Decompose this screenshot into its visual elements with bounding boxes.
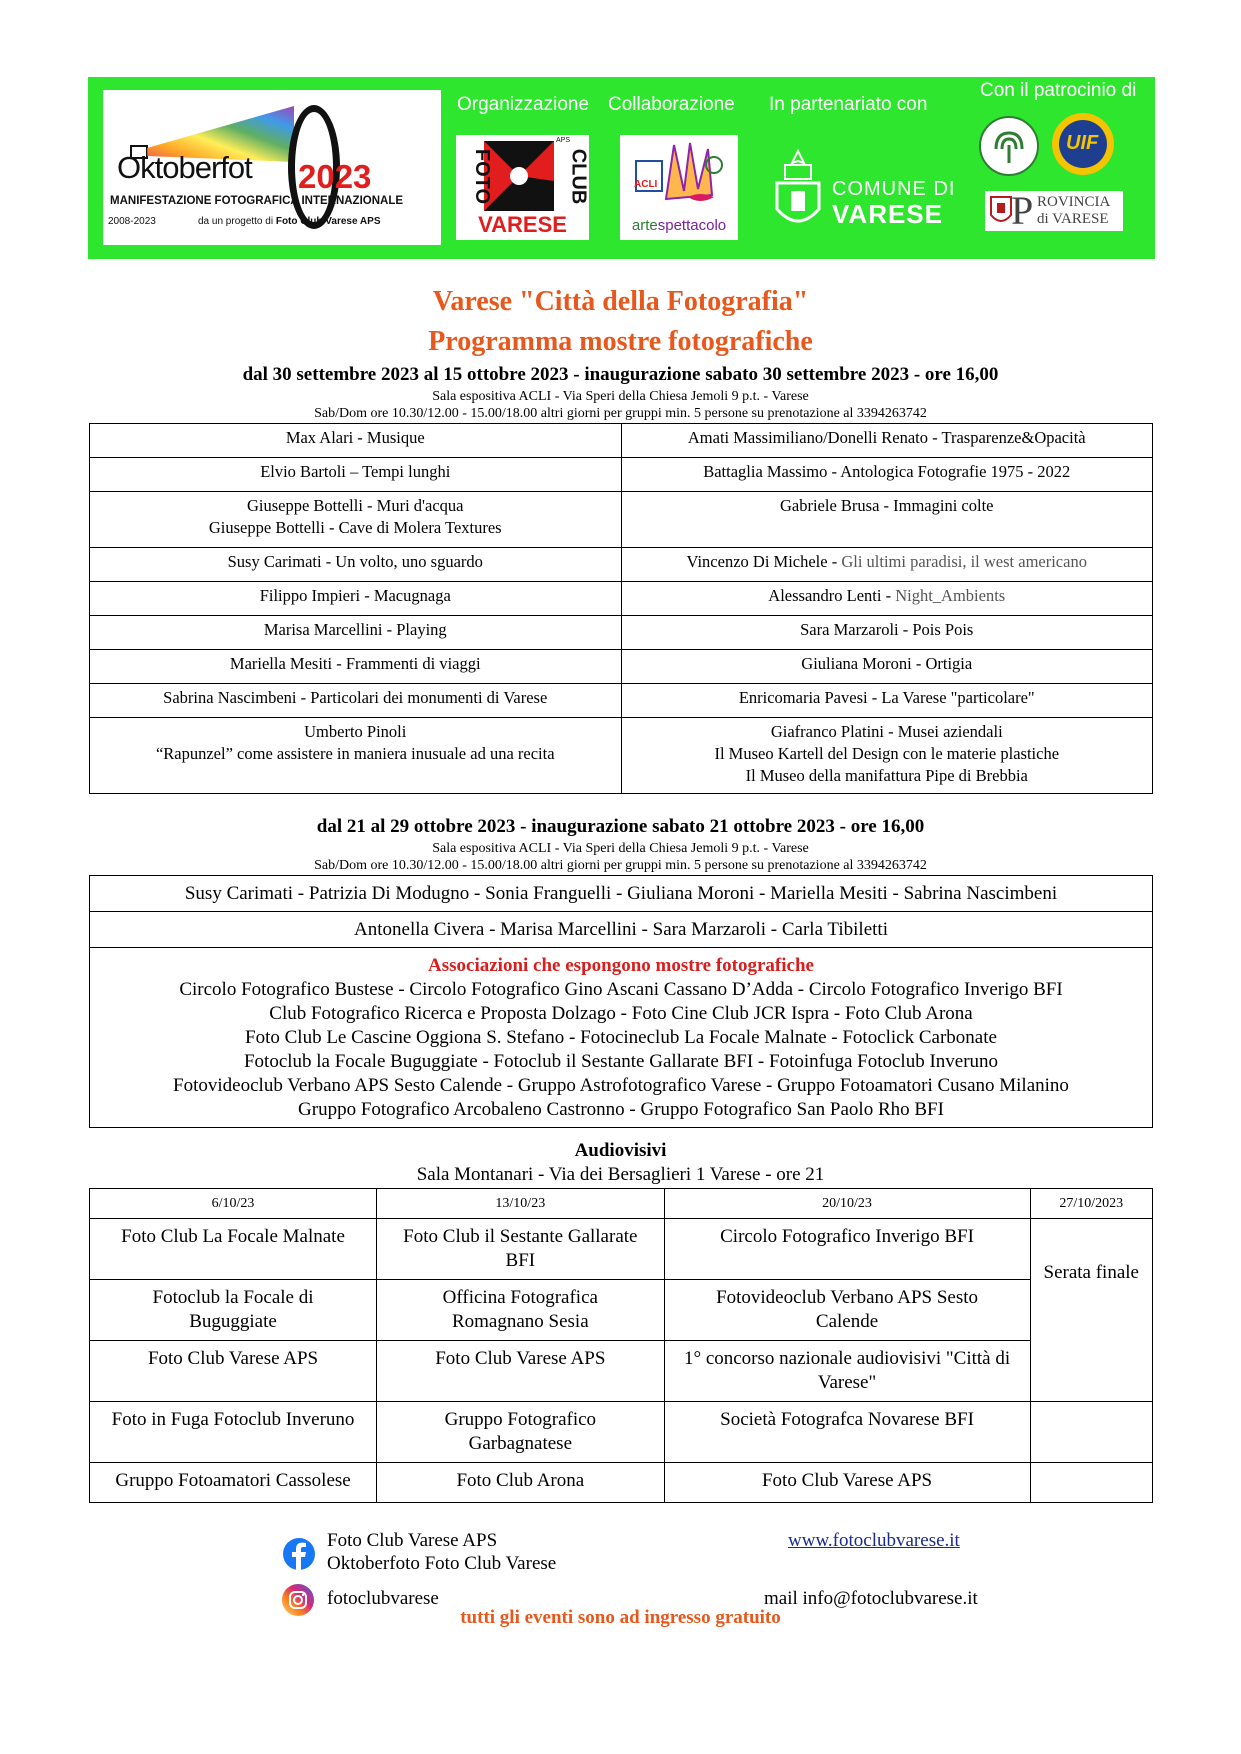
table-row <box>90 876 1153 912</box>
logo-credit <box>198 216 381 227</box>
table-row <box>90 1280 1153 1341</box>
exhibition-left-cell <box>90 458 622 492</box>
audiovisivi-table-body <box>90 1189 1153 1503</box>
table-row <box>90 912 1153 948</box>
email-contact: mail info@fotoclubvarese.it <box>764 1588 978 1609</box>
exhibition-left-cell <box>90 582 622 616</box>
table-row <box>90 650 1153 684</box>
section1-exhibitions-table <box>89 423 1153 794</box>
exhibition-entry: Elvio Bartoli – Tempi lunghi <box>260 462 451 481</box>
exhibition-left-cell <box>90 424 622 458</box>
exhibition-right-cell <box>621 718 1153 794</box>
section2-row2: Antonella Civera - Marisa Marcellini - Sara Marzaroli - Carla Tibiletti <box>90 912 1153 948</box>
section2-dates: dal 21 al 29 ottobre 2023 - inaugurazione sabato 21 ottobre 2023 - ore 16,00 <box>316 816 925 837</box>
artespettacolo-text <box>620 217 738 234</box>
audiovisivi-cell: Foto Club Varese APS <box>377 1341 665 1402</box>
website-link[interactable]: www.fotoclubvarese.it <box>788 1530 960 1551</box>
fotoclub-varese-logo <box>456 135 589 240</box>
logo-credit-name: Foto Club Varese APS <box>275 216 381 227</box>
association-line: Foto Club Le Cascine Oggiona S. Stefano - Fotocineclub La Focale Malnate - Fotoclick Carbonate <box>245 1027 997 1048</box>
associations-list <box>94 978 1148 1122</box>
provincia-line1: ROVINCIA <box>1037 194 1111 210</box>
exhibition-entry: Marisa Marcellini - Playing <box>263 620 447 639</box>
header-banner <box>88 77 1155 259</box>
audiovisivi-cell: Foto Club Varese APS <box>90 1341 377 1402</box>
oktoberfoto-logo <box>103 90 441 245</box>
association-line: Club Fotografico Ricerca e Proposta Dolzago - Foto Cine Club JCR Ispra - Foto Club Arona <box>269 1003 973 1024</box>
section1-table-body <box>90 424 1153 794</box>
section2-hours: Sab/Dom ore 10.30/12.00 - 15.00/18.00 altri giorni per gruppi min. 5 persone su prenotazione al 3394263742 <box>314 858 927 873</box>
exhibition-entry: Giuliana Moroni - Ortigia <box>801 654 973 673</box>
aperture-icon <box>484 141 554 211</box>
exhibition-entry: Battaglia Massimo - Antologica Fotografie 1975 - 2022 <box>703 462 1071 481</box>
audiovisivi-cell: Foto Club Varese APS <box>664 1463 1030 1503</box>
exhibition-entry <box>626 551 1149 573</box>
association-line: Fotovideoclub Verbano APS Sesto Calende - Gruppo Astrofotografico Varese - Gruppo Fotoamatori Cusano Milanino <box>173 1075 1069 1096</box>
provincia-line2: di VARESE <box>1037 211 1109 227</box>
final-evening-cell: Serata finale <box>1030 1219 1153 1402</box>
audiovisivi-cell: Foto Club La Focale Malnate <box>90 1219 377 1280</box>
associations-cell <box>90 948 1153 1128</box>
exhibition-entry: Il Museo Kartell del Design con le materie plastiche <box>714 744 1060 763</box>
table-row <box>90 1219 1153 1280</box>
table-row <box>90 948 1153 1128</box>
varese-coat-of-arms-icon <box>771 147 825 237</box>
audiovisivi-venue: Sala Montanari - Via dei Bersaglieri 1 Varese - ore 21 <box>416 1164 825 1185</box>
exhibition-entry: Mariella Mesiti - Frammenti di viaggi <box>229 654 481 673</box>
audiovisivi-cell: Gruppo Fotografico Garbagnatese <box>377 1402 665 1463</box>
exhibition-author: Vincenzo Di Michele - <box>686 552 842 571</box>
exhibition-right-cell <box>621 548 1153 582</box>
provincia-varese-logo <box>985 188 1123 233</box>
audiovisivi-cell: Officina Fotografica Romagnano Sesia <box>377 1280 665 1341</box>
collaborazione-label: Collaborazione <box>608 94 735 115</box>
exhibition-left-cell <box>90 492 622 548</box>
date-header-cell: 27/10/2023 <box>1030 1189 1153 1219</box>
provincia-p-letter: P <box>1011 188 1034 233</box>
exhibition-right-cell <box>621 458 1153 492</box>
audiovisivi-title: Audiovisivi <box>574 1140 667 1161</box>
facebook-page-line1: Foto Club Varese APS <box>327 1530 498 1551</box>
fotoclub-dal-text: dal 1972 <box>508 202 535 209</box>
facebook-icon <box>283 1538 315 1570</box>
association-line: Fotoclub la Focale Buguggiate - Fotoclub il Sestante Gallarate BFI - Fotoinfuga Fotoclub Inveruno <box>243 1051 999 1072</box>
provincia-crest-icon <box>989 195 1013 227</box>
table-row <box>90 458 1153 492</box>
exhibition-entry: Enricomaria Pavesi - La Varese "particolare" <box>738 688 1035 707</box>
hand-face-icon <box>628 139 732 211</box>
section2-venue: Sala espositiva ACLI - Via Speri della Chiesa Jemoli 9 p.t. - Varese <box>432 841 809 856</box>
audiovisivi-cell: Fotovideoclub Verbano APS Sesto Calende <box>664 1280 1030 1341</box>
exhibition-entry: Amati Massimiliano/Donelli Renato - Trasparenze&Opacità <box>687 428 1086 447</box>
exhibition-entry: Giafranco Platini - Musei aziendali <box>770 722 1003 741</box>
fotoclub-foto-text: FOTO <box>471 148 494 205</box>
logo-credit-prefix: da un progetto di <box>198 216 276 227</box>
empty-cell <box>1030 1463 1153 1503</box>
exhibition-right-cell <box>621 492 1153 548</box>
instagram-handle: fotoclubvarese <box>327 1588 439 1609</box>
exhibition-entry <box>626 585 1149 607</box>
exhibition-right-cell <box>621 616 1153 650</box>
exhibition-title: Night_Ambients <box>895 586 1006 605</box>
exhibition-entry: Sara Marzaroli - Pois Pois <box>800 620 974 639</box>
exhibition-entry: “Rapunzel” come assistere in maniera inusuale ad una recita <box>155 744 555 763</box>
association-line: Circolo Fotografico Bustese - Circolo Fotografico Gino Ascani Cassano D’Adda - Circolo Fotografico Inverigo BFI <box>179 979 1063 1000</box>
table-header-row <box>90 1189 1153 1219</box>
exhibition-entry: Umberto Pinoli <box>304 722 407 741</box>
exhibition-left-cell <box>90 718 622 794</box>
exhibition-author: Alessandro Lenti - <box>768 586 896 605</box>
table-row <box>90 492 1153 548</box>
uif-text: UIF <box>1066 132 1099 154</box>
university-seal-icon <box>978 115 1040 177</box>
audiovisivi-cell: Foto in Fuga Fotoclub Inveruno <box>90 1402 377 1463</box>
page-subtitle: Programma mostre fotografiche <box>428 326 813 357</box>
fotoclub-varese-text: VARESE <box>478 212 567 237</box>
fotoclub-club-text: CLUB <box>567 148 590 205</box>
exhibition-entry: Il Museo della manifattura Pipe di Brebbia <box>745 766 1028 785</box>
page-title: Varese "Città della Fotografia" <box>432 286 809 317</box>
exhibition-right-cell <box>621 582 1153 616</box>
spettacolo-text: spettacolo <box>657 217 727 234</box>
comune-line1: COMUNE DI <box>832 178 956 200</box>
exhibition-left-cell <box>90 548 622 582</box>
logo-years: 2008-2023 <box>108 216 156 227</box>
exhibition-entry: Max Alari - Musique <box>285 428 425 447</box>
arte-text: arte <box>631 217 658 234</box>
table-row <box>90 1341 1153 1402</box>
exhibition-entry: Giuseppe Bottelli - Muri d'acqua <box>246 496 464 515</box>
table-row <box>90 1402 1153 1463</box>
exhibition-entry: Filippo Impieri - Macugnaga <box>259 586 451 605</box>
section1-hours: Sab/Dom ore 10.30/12.00 - 15.00/18.00 altri giorni per gruppi min. 5 persone su prenotazione al 3394263742 <box>314 406 927 421</box>
table-row <box>90 718 1153 794</box>
logo-subtitle: MANIFESTAZIONE FOTOGRAFICA INTERNAZIONALE <box>110 195 404 207</box>
logo-year: 2023 <box>298 158 372 195</box>
section1-dates: dal 30 settembre 2023 al 15 ottobre 2023 - inaugurazione sabato 30 settembre 2023 - ore 16,00 <box>242 364 999 385</box>
table-row <box>90 424 1153 458</box>
acli-text: ACLI <box>634 179 658 190</box>
audiovisivi-cell: 1° concorso nazionale audiovisivi "Città di Varese" <box>664 1341 1030 1402</box>
audiovisivi-cell: Fotoclub la Focale di Buguggiate <box>90 1280 377 1341</box>
exhibition-left-cell <box>90 684 622 718</box>
exhibition-right-cell <box>621 424 1153 458</box>
section1-venue: Sala espositiva ACLI - Via Speri della Chiesa Jemoli 9 p.t. - Varese <box>432 389 809 404</box>
audiovisivi-cell: Gruppo Fotoamatori Cassolese <box>90 1463 377 1503</box>
exhibition-left-cell <box>90 616 622 650</box>
table-row <box>90 582 1153 616</box>
date-header-cell: 6/10/23 <box>90 1189 377 1219</box>
date-header-cell: 20/10/23 <box>664 1189 1030 1219</box>
partenariato-label: In partenariato con <box>769 94 928 115</box>
associations-title: Associazioni che espongono mostre fotografiche <box>428 955 814 976</box>
logo-title: Oktoberfot <box>117 150 252 185</box>
date-header-cell: 13/10/23 <box>377 1189 665 1219</box>
table-row <box>90 1463 1153 1503</box>
patrocinio-label: Con il patrocinio di <box>980 80 1137 101</box>
exhibition-right-cell <box>621 684 1153 718</box>
table-row <box>90 548 1153 582</box>
exhibition-right-cell <box>621 650 1153 684</box>
section2-exhibitions-table <box>89 875 1153 1128</box>
audiovisivi-cell: Foto Club il Sestante Gallarate BFI <box>377 1219 665 1280</box>
exhibition-title: Gli ultimi paradisi, il west americano <box>841 552 1087 571</box>
facebook-page-line2: Oktoberfoto Foto Club Varese <box>327 1553 557 1574</box>
free-entry-note: tutti gli eventi sono ad ingresso gratuito <box>460 1607 781 1628</box>
organizzazione-label: Organizzazione <box>457 94 590 115</box>
comune-line2: VARESE <box>832 199 943 229</box>
acli-artespettacolo-logo <box>620 135 738 240</box>
exhibition-entry: Giuseppe Bottelli - Cave di Molera Textures <box>208 518 502 537</box>
exhibition-left-cell <box>90 650 622 684</box>
empty-cell <box>1030 1402 1153 1463</box>
audiovisivi-cell: Società Fotografca Novarese BFI <box>664 1402 1030 1463</box>
audiovisivi-cell: Foto Club Arona <box>377 1463 665 1503</box>
audiovisivi-cell: Circolo Fotografico Inverigo BFI <box>664 1219 1030 1280</box>
fotoclub-aps-text: APS <box>556 137 571 144</box>
table-row <box>90 616 1153 650</box>
audiovisivi-table <box>89 1188 1153 1503</box>
exhibition-entry: Gabriele Brusa - Immagini colte <box>779 496 994 515</box>
table-row <box>90 684 1153 718</box>
association-line: Gruppo Fotografico Arcobaleno Castronno - Gruppo Fotografico San Paolo Rho BFI <box>298 1099 944 1120</box>
exhibition-entry: Sabrina Nascimbeni - Particolari dei monumenti di Varese <box>163 688 548 707</box>
section2-row1: Susy Carimati - Patrizia Di Modugno - Sonia Franguelli - Giuliana Moroni - Mariella Mesiti - Sabrina Nascimbeni <box>90 876 1153 912</box>
exhibition-entry: Susy Carimati - Un volto, uno sguardo <box>227 552 483 571</box>
